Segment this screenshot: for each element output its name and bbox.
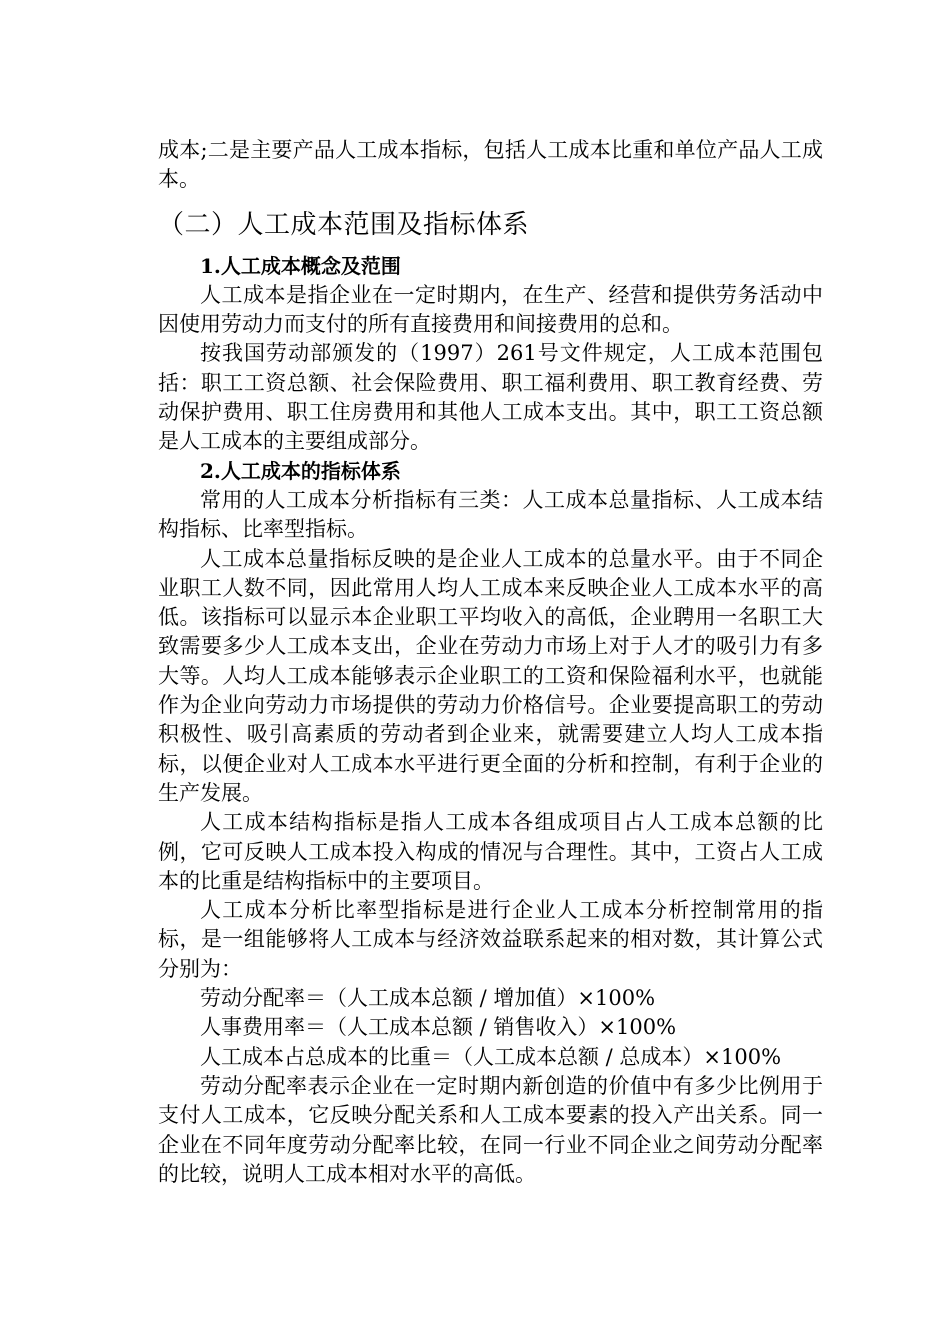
subsection-title-1: 1.人工成本概念及范围 bbox=[200, 253, 401, 278]
formula-personnel-expense-rate: 人事费用率＝（人工成本总额 / 销售收入）×100% bbox=[200, 1015, 677, 1040]
document-page bbox=[158, 136, 823, 1189]
paragraph-definition: 人工成本是指企业在一定时期内，在生产、经营和提供劳务活动中因使用劳动力而支付的所有直接费用和间接费用的总和。 bbox=[158, 282, 823, 337]
paragraph-scope: 按我国劳动部颁发的（1997）261号文件规定，人工成本范围包括：职工工资总额、社会保险费用、职工福利费用、职工教育经费、劳动保护费用、职工住房费用和其他人工成本支出。其中，职工工资总额是人工成本的主要组成部分。 bbox=[158, 341, 823, 454]
paragraph-total-indicator: 人工成本总量指标反映的是企业人工成本的总量水平。由于不同企业职工人数不同，因此常用人均人工成本来反映企业人工成本水平的高低。该指标可以显示本企业职工平均收入的高低，企业聘用一名职工大致需要多少人工成本支出，企业在劳动力市场上对于人才的吸引力有多大等。人均人工成本能够表示企业职工的工资和保险福利水平，也就能作为企业向劳动力市场提供的劳动力价格信号。企业要提高职工的劳动积极性、吸引高素质的劳动者到企业来，就需要建立人均人工成本指标，以便企业对人工成本水平进行更全面的分析和控制，有利于企业的生产发展。 bbox=[158, 546, 823, 805]
paragraph-ratio-indicator: 人工成本分析比率型指标是进行企业人工成本分析控制常用的指标，是一组能够将人工成本与经济效益联系起来的相对数，其计算公式分别为： bbox=[158, 898, 823, 981]
paragraph-structure-indicator: 人工成本结构指标是指人工成本各组成项目占人工成本总额的比例，它可反映人工成本投入构成的情况与合理性。其中，工资占人工成本的比重是结构指标中的主要项目。 bbox=[158, 810, 823, 893]
section-title: （二）人工成本范围及指标体系 bbox=[158, 209, 530, 240]
paragraph-indicator-types: 常用的人工成本分析指标有三类：人工成本总量指标、人工成本结构指标、比率型指标。 bbox=[158, 487, 823, 542]
lead-paragraph: 成本;二是主要产品人工成本指标，包括人工成本比重和单位产品人工成本。 bbox=[158, 138, 823, 192]
subsection-title-2: 2.人工成本的指标体系 bbox=[200, 458, 401, 483]
formula-labor-distribution-rate: 劳动分配率＝（人工成本总额 / 增加值）×100% bbox=[200, 986, 656, 1011]
formula-labor-cost-share: 人工成本占总成本的比重＝（人工成本总额 / 总成本）×100% bbox=[200, 1044, 782, 1069]
paragraph-distribution-rate-meaning: 劳动分配率表示企业在一定时期内新创造的价值中有多少比例用于支付人工成本，它反映分配关系和人工成本要素的投入产出关系。同一企业在不同年度劳动分配率比较，在同一行业不同企业之间劳动分配率的比较，说明人工成本相对水平的高低。 bbox=[158, 1073, 823, 1186]
